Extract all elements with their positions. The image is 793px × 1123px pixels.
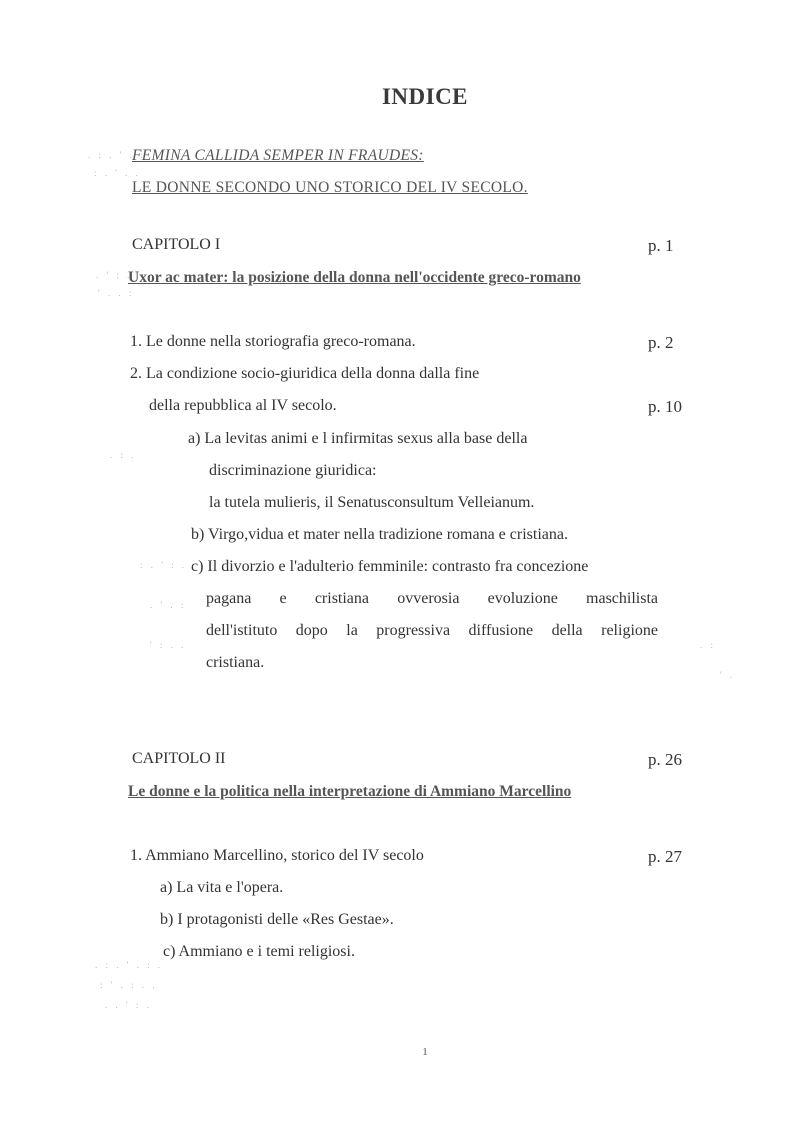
scan-noise: . : . bbox=[110, 450, 137, 460]
chapter-2-page: p. 26 bbox=[648, 750, 682, 769]
scan-noise: ' : . . bbox=[150, 640, 187, 650]
scan-noise: . . ' : . bbox=[105, 1000, 152, 1010]
toc-subentry-c-line3: dell'istituto dopo la progressiva diffusione della religione bbox=[206, 622, 658, 639]
subtitle-latin: FEMINA CALLIDA SEMPER IN FRAUDES: bbox=[132, 147, 424, 164]
toc-subentry-a-line2: discriminazione giuridica: bbox=[209, 462, 377, 479]
page-number: 1 bbox=[422, 1046, 428, 1058]
toc-entry-2-1: 1. Ammiano Marcellino, storico del IV secolo bbox=[130, 847, 424, 864]
subtitle: LE DONNE SECONDO UNO STORICO DEL IV SECOLO. bbox=[132, 179, 528, 196]
scan-noise: . : bbox=[700, 640, 717, 650]
toc-subentry-c: c) Il divorzio e l'adulterio femminile: contrasto fra concezione bbox=[191, 558, 589, 575]
toc-entry-1-2-cont: della repubblica al IV secolo. bbox=[149, 397, 337, 414]
chapter-1-heading: CAPITOLO I bbox=[132, 236, 221, 253]
toc-subentry-2b: b) I protagonisti delle «Res Gestae». bbox=[160, 911, 394, 928]
toc-subentry-2a: a) La vita e l'opera. bbox=[160, 879, 284, 896]
chapter-1-page: p. 1 bbox=[648, 236, 674, 255]
toc-entry-1-1: 1. Le donne nella storiografia greco-romana. bbox=[130, 333, 416, 350]
scan-noise: . : . ' . : . bbox=[95, 960, 164, 970]
scan-noise: : . ' . . bbox=[94, 168, 141, 178]
toc-subentry-2c: c) Ammiano e i temi religiosi. bbox=[163, 943, 355, 960]
scan-noise: : . ' : . bbox=[140, 560, 188, 570]
chapter-2-title: Le donne e la politica nella interpretazione di Ammiano Marcellino bbox=[128, 783, 572, 800]
chapter-1-title: Uxor ac mater: la posizione della donna nell'occidente greco-romano bbox=[128, 269, 581, 286]
page-title: INDICE bbox=[381, 84, 469, 109]
scan-noise: . : . ' . : bbox=[88, 150, 146, 160]
toc-entry-1-2-page: p. 10 bbox=[648, 397, 682, 416]
scan-noise: ' . . : bbox=[98, 288, 135, 298]
scan-noise: . ' : . bbox=[96, 270, 133, 280]
chapter-2-heading: CAPITOLO II bbox=[132, 750, 226, 767]
toc-subentry-b: b) Virgo,vidua et mater nella tradizione romana e cristiana. bbox=[191, 526, 568, 543]
toc-subentry-a-line3: la tutela mulieris, il Senatusconsultum Velleianum. bbox=[209, 494, 535, 511]
toc-subentry-c-line2: pagana e cristiana ovverosia evoluzione maschilista bbox=[206, 590, 658, 607]
toc-entry-2-1-page: p. 27 bbox=[648, 847, 682, 866]
toc-subentry-a: a) La levitas animi e l infirmitas sexus alla base della bbox=[188, 430, 528, 447]
toc-subentry-c-line4: cristiana. bbox=[206, 654, 265, 671]
scan-noise: : ' . : . . bbox=[100, 980, 158, 990]
scan-noise: ' . bbox=[720, 670, 736, 680]
toc-entry-1-1-page: p. 2 bbox=[648, 333, 674, 352]
scan-noise: . ' . : bbox=[150, 600, 187, 610]
toc-entry-1-2: 2. La condizione socio-giuridica della donna dalla fine bbox=[130, 365, 480, 382]
